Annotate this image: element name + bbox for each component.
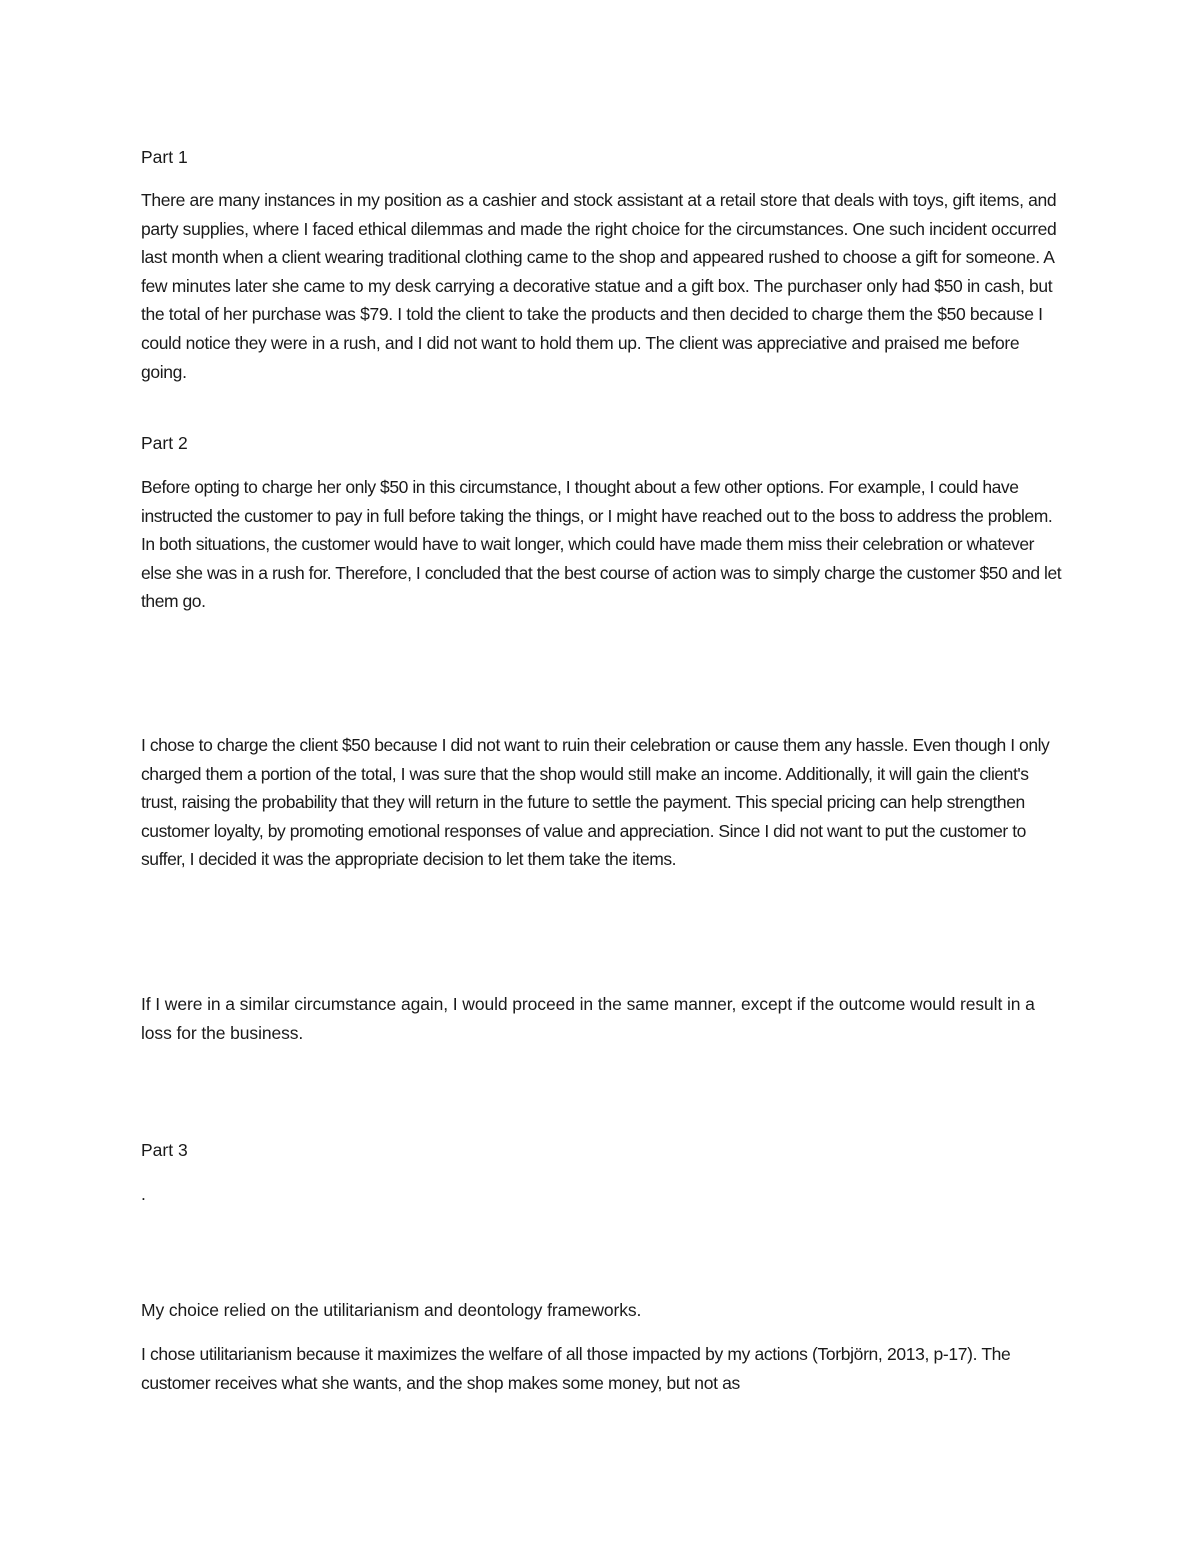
part-3-heading: Part 3 [141, 1140, 188, 1160]
part-1-paragraph: There are many instances in my position as a cashier and stock assistant at a retail store that deals with toys, gift items, and party supplies, where I faced ethical dilemmas and made the right choice for the circumstances. One such incident occurred last month when a client wearing traditional clothing came to the shop and appeared rushed to choose a gift for someone. A few minutes later she came to my desk carrying a decorative statue and a gift box. The purchaser only had $50 in cash, but the total of her purchase was $79. I told the client to take the products and then decided to charge them the $50 because I could notice they were in a rush, and I did not want to hold them up. The client was appreciative and praised me before going. [141, 190, 1057, 382]
part-3-paragraph-utilitarianism: I chose utilitarianism because it maximizes the welfare of all those impacted by my actions (Torbjörn, 2013, p-17). The customer receives what she wants, and the shop makes some money, but not as [141, 1344, 1011, 1393]
part-2-paragraph-reflection: If I were in a similar circumstance again, I would proceed in the same manner, except if the outcome would result in a loss for the business. [141, 994, 1035, 1043]
part-3-dot: . [141, 1184, 146, 1204]
part-3-paragraph-frameworks: My choice relied on the utilitarianism and deontology frameworks. [141, 1300, 642, 1320]
part-2-heading: Part 2 [141, 433, 188, 453]
part-1-heading: Part 1 [141, 147, 188, 167]
part-2-paragraph-alternatives: Before opting to charge her only $50 in this circumstance, I thought about a few other options. For example, I could have instructed the customer to pay in full before taking the things, or I might have reached out to the boss to address the problem. In both situations, the customer would have to wait longer, which could have made them miss their celebration or whatever else she was in a rush for. Therefore, I concluded that the best course of action was to simply charge the customer $50 and let them go. [141, 477, 1062, 612]
part-2-paragraph-decision: I chose to charge the client $50 because I did not want to ruin their celebration or cause them any hassle. Even though I only charged them a portion of the total, I was sure that the shop would still make an income. Additionally, it will gain the client's trust, raising the probability that they will return in the future to settle the payment. This special pricing can help strengthen customer loyalty, by promoting emotional responses of value and appreciation. Since I did not want to put the customer to suffer, I decided it was the appropriate decision to let them take the items. [141, 735, 1050, 870]
